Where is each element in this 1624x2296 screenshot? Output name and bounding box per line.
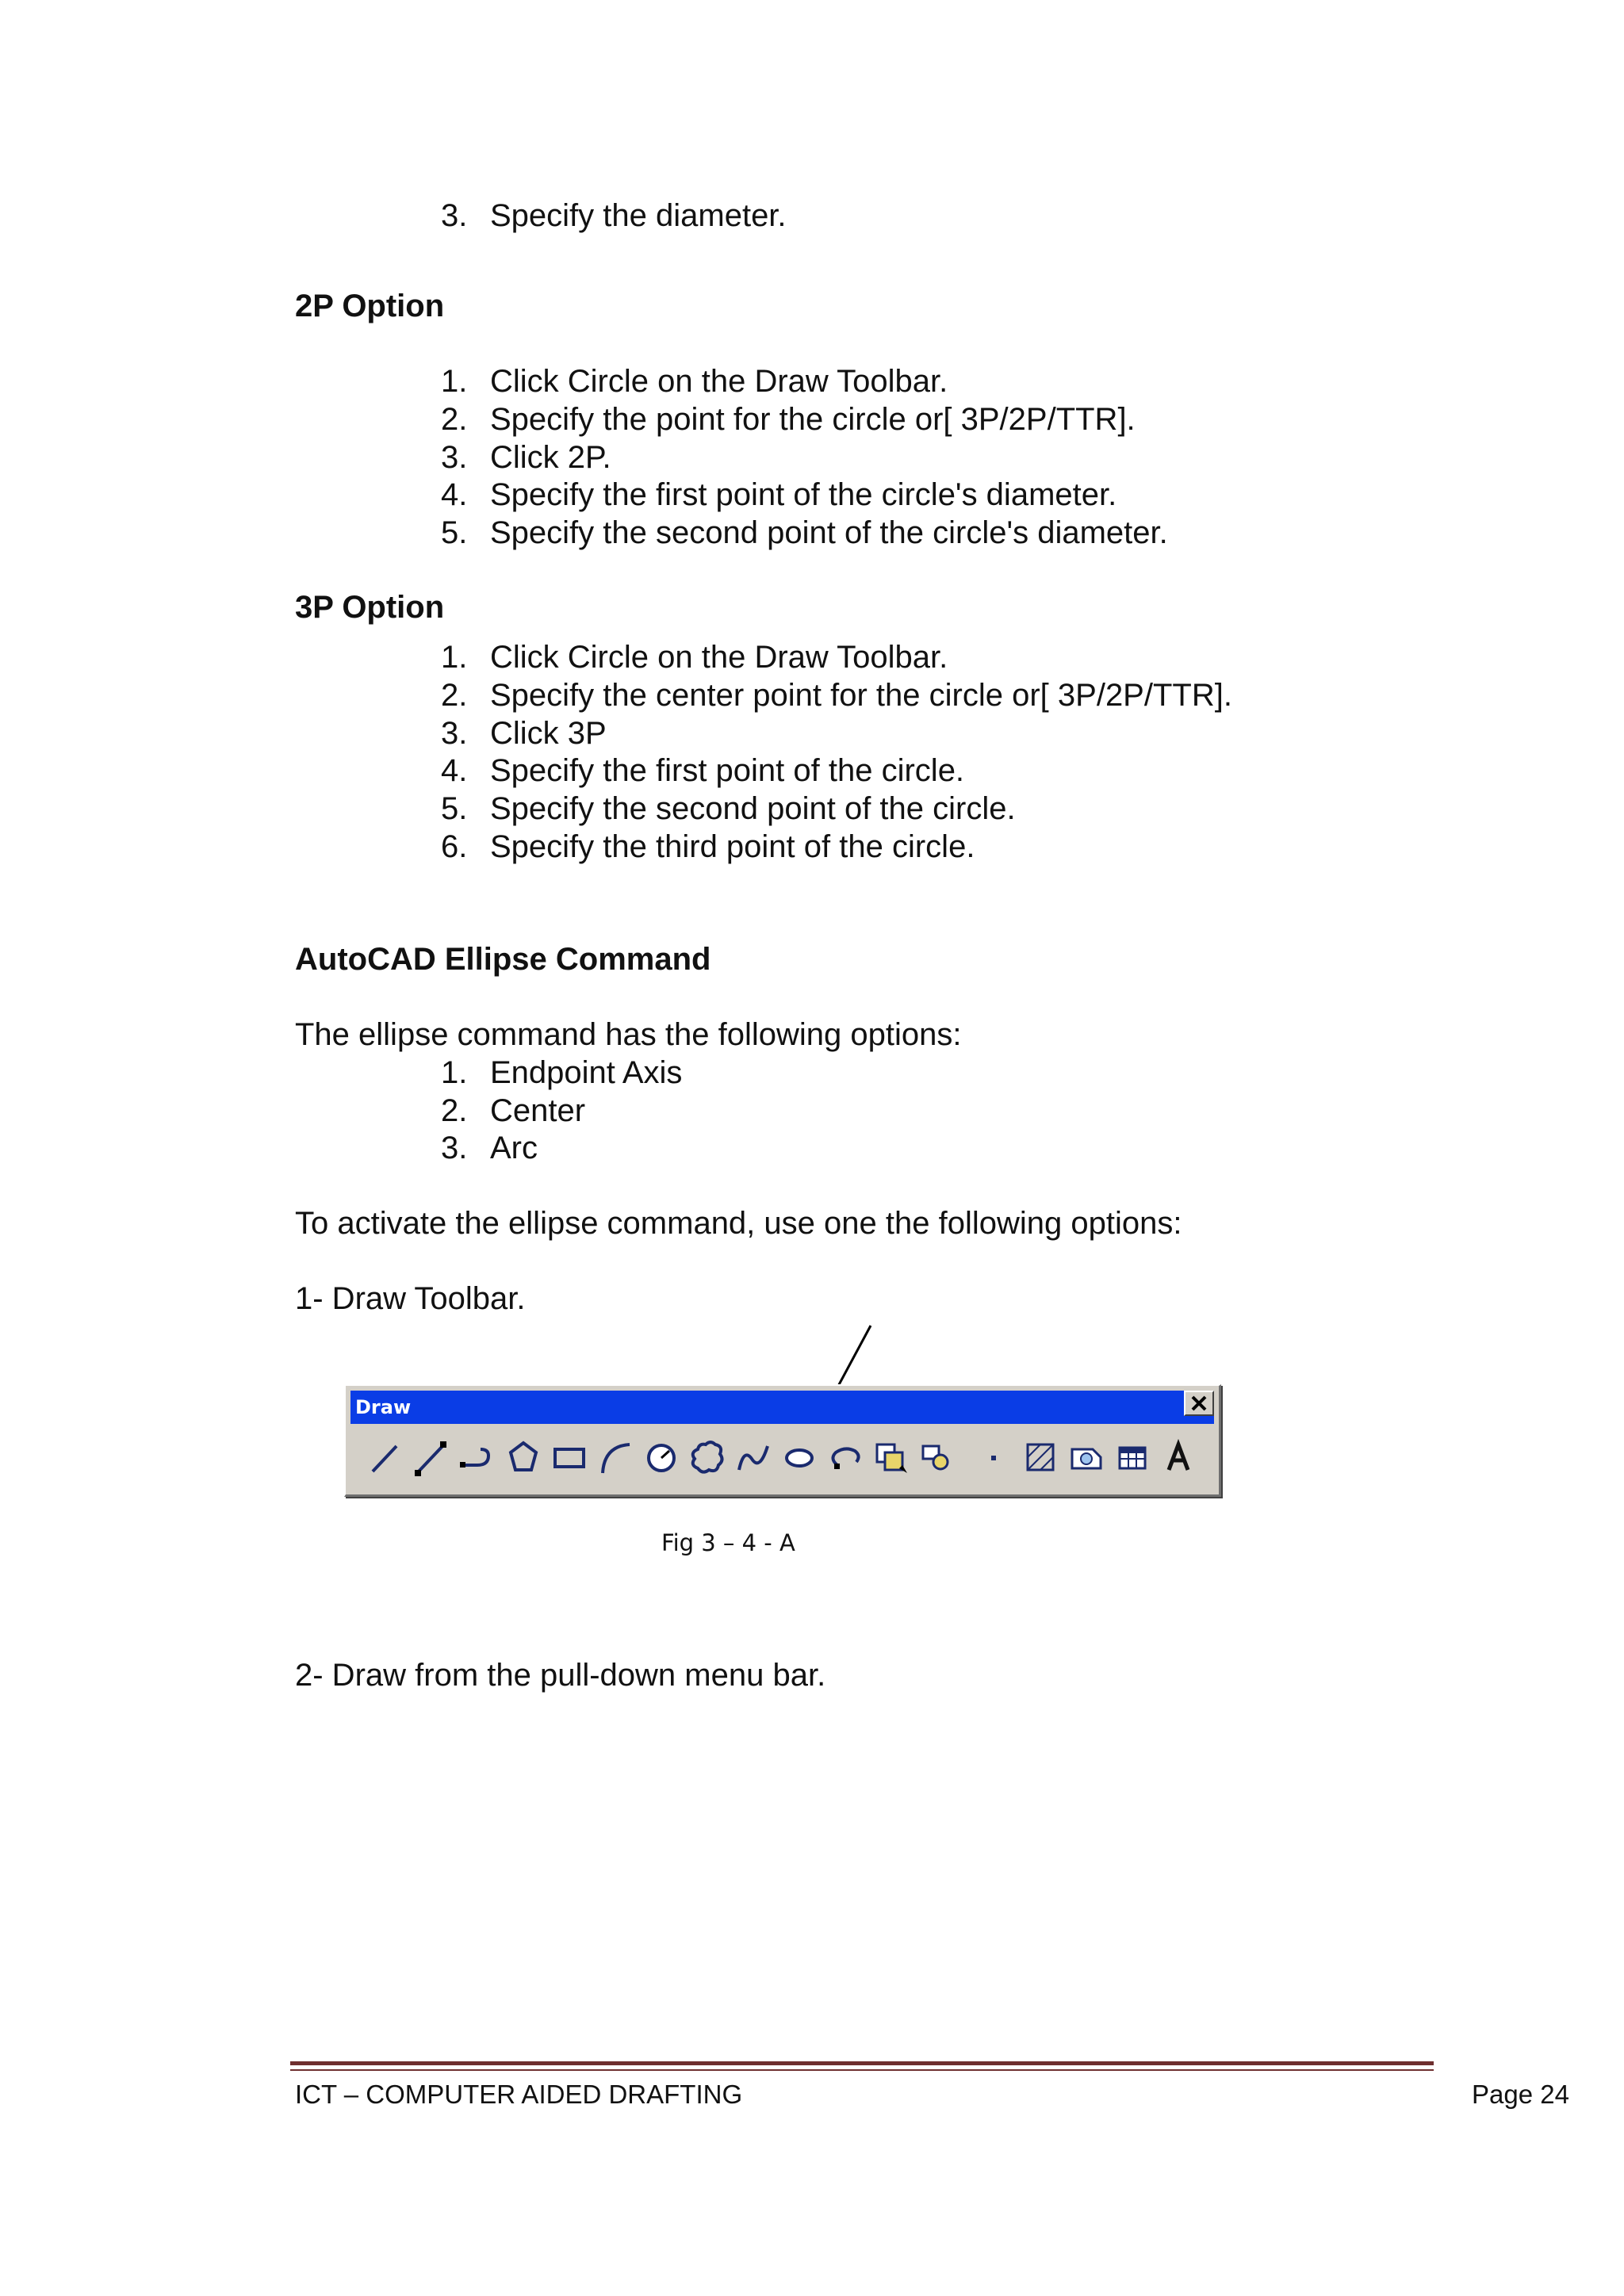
list-item: 5. Specify the second point of the circle. [441, 791, 1016, 826]
spline-icon[interactable] [733, 1433, 774, 1483]
toolbar-title: Draw [350, 1391, 1214, 1424]
list-item: 1. Click Circle on the Draw Toolbar. [441, 640, 948, 675]
list-item: 1. Endpoint Axis [441, 1055, 683, 1090]
close-button[interactable] [1184, 1391, 1214, 1416]
hatch-icon[interactable] [1020, 1433, 1061, 1483]
paragraph-activate: To activate the ellipse command, use one the following options: [295, 1206, 1182, 1241]
close-icon [1185, 1392, 1212, 1414]
list-item: 3. Click 3P [441, 716, 607, 751]
page-number: Page 24 [1472, 2080, 1569, 2109]
insert-block-icon[interactable] [871, 1433, 912, 1483]
polygon-icon[interactable] [503, 1433, 544, 1483]
list-item: 4. Specify the first point of the circle's diameter. [441, 477, 1117, 512]
section-heading-ellipse: AutoCAD Ellipse Command [295, 942, 711, 977]
revision-cloud-icon[interactable] [687, 1433, 728, 1483]
point-icon[interactable] [974, 1433, 1015, 1483]
section-heading-3p: 3P Option [295, 590, 445, 625]
list-item: 3. Click 2P. [441, 440, 611, 475]
rectangle-icon[interactable] [549, 1433, 590, 1483]
list-item: 4. Specify the first point of the circle. [441, 753, 965, 788]
list-item: 3. Arc [441, 1131, 538, 1165]
section-heading-2p: 2P Option [295, 289, 445, 323]
paragraph-intro: The ellipse command has the following options: [295, 1017, 962, 1052]
paragraph-method-1: 1- Draw Toolbar. [295, 1281, 526, 1316]
circle-icon[interactable] [641, 1433, 682, 1483]
region-icon[interactable] [1066, 1433, 1107, 1483]
list-item: 2. Specify the center point for the circle or[ 3P/2P/TTR]. [441, 678, 1232, 713]
list-item: 5. Specify the second point of the circle's diameter. [441, 515, 1168, 550]
table-icon[interactable] [1112, 1433, 1153, 1483]
ellipse-arc-icon[interactable] [825, 1433, 866, 1483]
paragraph-method-2: 2- Draw from the pull-down menu bar. [295, 1658, 826, 1693]
arc-icon[interactable] [595, 1433, 636, 1483]
footer-title: ICT – COMPUTER AIDED DRAFTING [295, 2080, 743, 2109]
multiline-text-icon[interactable] [1158, 1433, 1199, 1483]
list-item: 6. Specify the third point of the circle. [441, 829, 975, 864]
polyline-icon[interactable] [457, 1433, 498, 1483]
footer-rule [290, 2061, 1434, 2071]
line-icon[interactable] [365, 1433, 406, 1483]
list-item: 2. Specify the point for the circle or[ 3P/2P/TTR]. [441, 402, 1136, 437]
list-item: 2. Center [441, 1093, 586, 1128]
make-block-icon[interactable] [917, 1433, 958, 1483]
construction-line-icon[interactable] [411, 1433, 452, 1483]
ellipse-icon[interactable] [779, 1433, 820, 1483]
draw-toolbar [344, 1384, 1221, 1497]
figure-caption: Fig 3 – 4 - A [661, 1529, 795, 1556]
list-item: 3. Specify the diameter. [441, 198, 787, 233]
list-item: 1. Click Circle on the Draw Toolbar. [441, 364, 948, 399]
